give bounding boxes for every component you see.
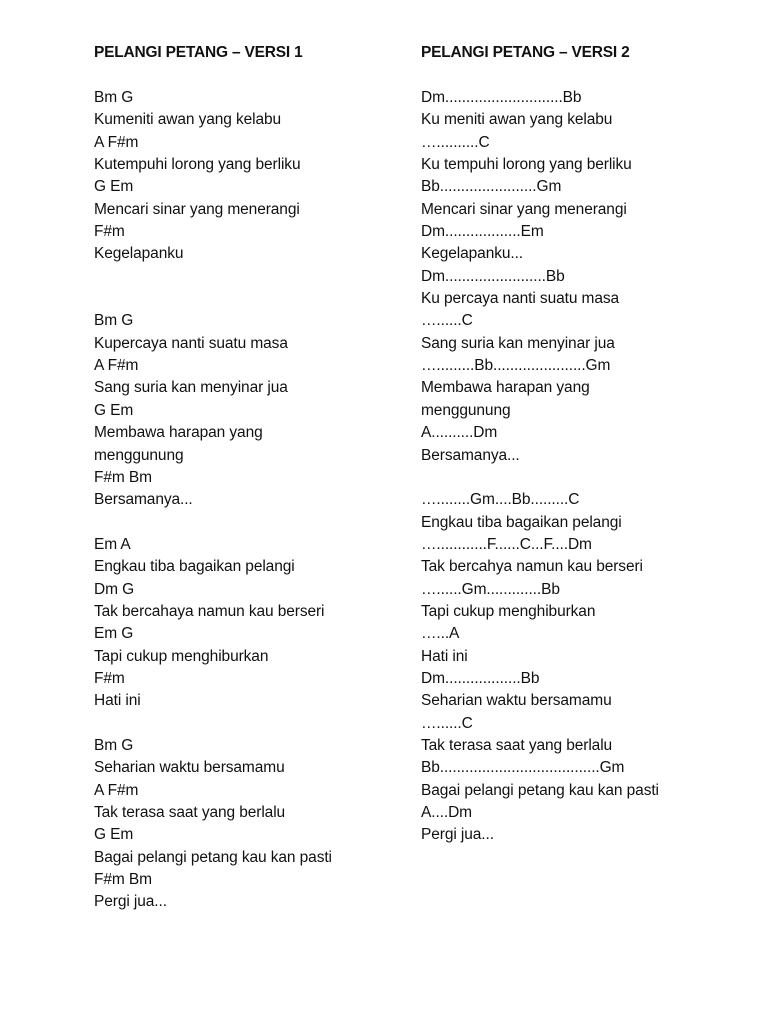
lyric-line: Dm........................Bb [421, 267, 565, 285]
version-1-title: PELANGI PETANG – VERSI 1 [94, 44, 303, 61]
lyric-line: menggunung [94, 446, 184, 464]
lyric-line: Sang suria kan menyinar jua [94, 379, 288, 397]
lyric-line: Tak terasa saat yang berlalu [94, 804, 286, 821]
lyric-line: Mencari sinar yang menerangi [421, 200, 627, 218]
lyric-line: Pergi jua... [94, 893, 167, 911]
lyric-line: F#m [94, 223, 125, 241]
lyric-line: A....Dm [421, 804, 472, 821]
lyric-line: Dm..................Em [421, 223, 544, 241]
lyric-line: Tapi cukup menghiburkan [94, 647, 269, 665]
lyric-line: Engkau tiba bagaikan pelangi [94, 558, 295, 576]
blank-line [94, 713, 394, 735]
version-2-lyrics [421, 87, 741, 847]
lyric-line: Engkau tiba bagaikan pelangi [421, 513, 622, 531]
lyric-line: Kegelapanku... [421, 245, 524, 263]
lyric-line: A F#m [94, 781, 139, 799]
lyric-line: Em G [94, 625, 134, 643]
lyric-line: Bm G [94, 89, 134, 106]
lyric-line: Dm G [94, 580, 135, 598]
lyric-line: Sang suria kan menyinar jua [421, 334, 615, 352]
lyric-line: Bersamanya... [421, 446, 520, 464]
lyric-line: Seharian waktu bersamamu [421, 692, 612, 710]
version-1-column [94, 42, 394, 914]
lyric-line: F#m Bm [94, 468, 152, 486]
lyric-line: G Em [94, 401, 134, 419]
lyric-line: …........Gm....Bb.........C [421, 491, 580, 509]
lyric-line: A F#m [94, 357, 139, 375]
lyric-line: …...A [421, 625, 460, 643]
lyric-line: Tak bercahaya namun kau berseri [94, 602, 325, 620]
lyric-line: Em A [94, 535, 131, 553]
lyric-line: Dm............................Bb [421, 89, 582, 106]
version-1-lyrics [94, 87, 394, 914]
blank-line [94, 288, 394, 310]
lyric-line: Tapi cukup menghiburkan [421, 602, 596, 620]
lyric-line: …..........C [421, 133, 490, 151]
version-2-column [421, 42, 741, 847]
blank-line [94, 512, 394, 534]
lyric-line: …......Gm.............Bb [421, 580, 560, 598]
lyric-line: …......C [421, 312, 473, 330]
lyric-line: Bm G [94, 736, 134, 754]
lyric-line: A..........Dm [421, 424, 498, 442]
lyric-line: Membawa harapan yang [94, 424, 263, 442]
lyric-line: Bersamanya... [94, 491, 193, 509]
lyric-line: Ku percaya nanti suatu masa [421, 290, 620, 308]
lyric-line: Kupercaya nanti suatu masa [94, 334, 288, 352]
lyric-line: Tak bercahya namun kau berseri [421, 558, 643, 576]
lyric-line: F#m Bm [94, 871, 152, 889]
lyric-line: Kutempuhi lorong yang berliku [94, 156, 301, 174]
lyric-line: Dm..................Bb [421, 669, 540, 687]
blank-line [421, 467, 741, 489]
lyric-line: menggunung [421, 401, 511, 419]
lyric-line: Membawa harapan yang [421, 379, 590, 397]
lyric-line: Pergi jua... [421, 826, 494, 844]
lyric-line: Hati ini [421, 647, 468, 665]
lyric-line: Bagai pelangi petang kau kan pasti [421, 781, 659, 799]
blank-line [94, 266, 394, 288]
lyric-line: F#m [94, 669, 125, 687]
lyric-line: Tak terasa saat yang berlalu [421, 736, 613, 754]
lyric-line: Bb......................................Gm [421, 759, 625, 777]
lyric-line: Bagai pelangi petang kau kan pasti [94, 848, 332, 866]
lyric-line: G Em [94, 178, 134, 196]
lyric-line: Kumeniti awan yang kelabu [94, 111, 282, 129]
lyric-line: Hati ini [94, 692, 141, 710]
lyric-line: Seharian waktu bersamamu [94, 759, 285, 777]
lyric-line: …......C [421, 714, 473, 732]
lyric-line: ….........Bb......................Gm [421, 357, 611, 375]
lyric-line: Kegelapanku [94, 245, 184, 263]
version-2-title: PELANGI PETANG – VERSI 2 [421, 44, 630, 61]
lyric-line: …............F......C...F....Dm [421, 535, 592, 553]
lyric-line: Mencari sinar yang menerangi [94, 200, 300, 218]
lyric-line: Bb.......................Gm [421, 178, 562, 196]
lyric-line: Ku meniti awan yang kelabu [421, 111, 613, 129]
lyric-line: Bm G [94, 312, 134, 330]
lyric-line: A F#m [94, 133, 139, 151]
lyric-line: Ku tempuhi lorong yang berliku [421, 156, 632, 174]
lyric-line: G Em [94, 826, 134, 844]
